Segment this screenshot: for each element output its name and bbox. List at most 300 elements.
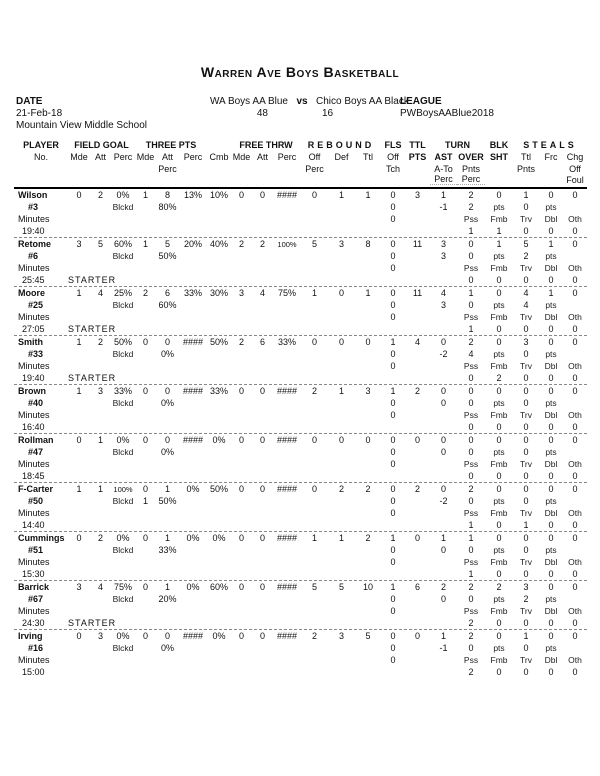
steals-chg: 0 [572, 435, 578, 445]
steal-pts-label: pts [545, 251, 557, 261]
minutes-label: Minutes [18, 557, 50, 567]
turnover-double-label: Dbl [544, 410, 558, 420]
player-stat-line-2 [14, 397, 587, 409]
steals-chg: 0 [572, 288, 578, 298]
turnover-other: 0 [572, 422, 578, 432]
tp-made: 0 [142, 533, 148, 543]
turnover-pnts: 0 [468, 398, 474, 408]
turnover-travel: 1 [523, 520, 529, 530]
steals-frc: 0 [548, 386, 554, 396]
vs-label: vs [296, 96, 308, 107]
player-stat-line-3 [14, 311, 587, 323]
player-number: #3 [28, 202, 39, 212]
fg-att: 2 [97, 533, 103, 543]
reb-def: 1 [338, 533, 344, 543]
turnover-travel: 0 [523, 569, 529, 579]
turnover-fumble: 0 [496, 569, 502, 579]
player-stat-line-2 [14, 446, 587, 458]
assists: 0 [440, 386, 446, 396]
ft-perc: #### [276, 582, 298, 592]
player-stat-line-1 [14, 483, 587, 495]
turnovers: 1 [468, 533, 474, 543]
fg-made: 0 [76, 631, 82, 641]
steals-frc: 0 [548, 435, 554, 445]
turnover-pnts: 0 [468, 251, 474, 261]
fg-made: 1 [76, 484, 82, 494]
tp-att: 5 [164, 239, 170, 249]
turnover-double: 0 [548, 569, 554, 579]
reb-ttl: 2 [365, 533, 371, 543]
reb-off: 0 [311, 435, 317, 445]
total-pts: 0 [414, 631, 420, 641]
assist-to-ratio: -2 [439, 496, 448, 506]
tp-att-perc: 0% [160, 447, 174, 457]
steals-chg: 0 [572, 386, 578, 396]
fouls-tch: 0 [390, 643, 396, 653]
turnover-other-label: Oth [568, 459, 582, 469]
turnover-pass-label: Pss [463, 410, 479, 420]
col-header-steal-chg: Chg [566, 152, 584, 162]
turnover-other: 0 [572, 275, 578, 285]
col-header-free-throw: FREE THRW [239, 139, 293, 150]
date-label: DATE [16, 96, 43, 107]
turnover-double-label: Dbl [544, 459, 558, 469]
assists: 1 [440, 533, 446, 543]
blocked-label: Blckd [112, 349, 134, 359]
turnover-pnts: 0 [468, 545, 474, 555]
ft-att: 2 [259, 239, 265, 249]
assists: 1 [440, 190, 446, 200]
turnover-fumble-label: Fmb [490, 606, 508, 616]
turnover-fumble: 0 [496, 667, 502, 677]
minutes-played: 27:05 [22, 324, 45, 334]
turnover-other: 0 [572, 324, 578, 334]
turnover-pass: 2 [468, 667, 474, 677]
turnover-double-label: Dbl [544, 361, 558, 371]
page-title: Warren Ave Boys Basketball [200, 64, 400, 80]
player-name: Moore [18, 288, 45, 298]
player-block [14, 531, 587, 580]
starter-flag: STARTER [68, 373, 117, 383]
col-header-reb-ttl: Ttl [363, 152, 373, 162]
turnover-pts-label: pts [493, 251, 505, 261]
fouls-tch: 0 [390, 496, 396, 506]
turnover-fumble: 0 [496, 520, 502, 530]
ft-made: 0 [238, 386, 244, 396]
assist-to-ratio: -1 [439, 202, 448, 212]
turnover-travel: 0 [523, 373, 529, 383]
player-number: #47 [28, 447, 44, 457]
col-header-ast: AST [434, 152, 453, 162]
player-stat-line-3 [14, 556, 587, 568]
blocked-label: Blckd [112, 202, 134, 212]
fouls-perc: 0 [390, 606, 396, 616]
turnover-pass-label: Pss [463, 263, 479, 273]
fg-perc: 50% [113, 337, 132, 347]
steal-pnts: 0 [523, 349, 529, 359]
reb-ttl: 0 [365, 337, 371, 347]
assists: 1 [440, 631, 446, 641]
turnover-double: 0 [548, 471, 554, 481]
blocked-shots: 1 [496, 239, 502, 249]
turnover-pts-label: pts [493, 496, 505, 506]
starter-flag: STARTER [68, 324, 117, 334]
col-header-fg-made: Mde [70, 152, 88, 162]
turnovers: 1 [468, 288, 474, 298]
assists: 2 [440, 582, 446, 592]
player-stat-line-1 [14, 287, 587, 299]
minutes-label: Minutes [18, 459, 50, 469]
fg-att: 4 [97, 582, 103, 592]
turnover-pass: 1 [468, 226, 474, 236]
fg-made: 1 [76, 288, 82, 298]
ft-att: 0 [259, 435, 265, 445]
ft-made: 2 [238, 239, 244, 249]
turnover-other: 0 [572, 520, 578, 530]
turnover-pts-label: pts [493, 594, 505, 604]
player-number: #16 [28, 643, 44, 653]
tp-made: 0 [142, 582, 148, 592]
tp-cmb: 0% [212, 533, 226, 543]
reb-off: 5 [311, 582, 317, 592]
col-header-ast-ato: A-To [434, 163, 453, 174]
fg-att: 3 [97, 386, 103, 396]
turnover-other-label: Oth [568, 312, 582, 322]
fouls-perc: 0 [390, 312, 396, 322]
minutes-played: 18:45 [22, 471, 45, 481]
turnover-pass-label: Pss [463, 557, 479, 567]
steals-ttl: 4 [523, 288, 529, 298]
col-header-steals: STEALS [523, 139, 577, 150]
fouls-tch: 0 [390, 594, 396, 604]
col-header-fls-off: Off [387, 152, 399, 162]
reb-ttl: 0 [365, 435, 371, 445]
steals-ttl: 0 [523, 484, 529, 494]
player-number: #50 [28, 496, 44, 506]
player-stat-line-2 [14, 348, 587, 360]
turnover-travel-label: Trv [520, 361, 532, 371]
total-pts: 3 [414, 190, 420, 200]
steals-frc: 0 [548, 190, 554, 200]
turnover-double: 0 [548, 324, 554, 334]
col-header-sht: SHT [490, 152, 508, 162]
steal-pts-label: pts [545, 643, 557, 653]
steal-pts-label: pts [545, 398, 557, 408]
tp-perc: 13% [183, 190, 202, 200]
fg-perc: 60% [113, 239, 132, 249]
turnover-travel-label: Trv [520, 557, 532, 567]
steals-frc: 0 [548, 582, 554, 592]
turnover-other-label: Oth [568, 361, 582, 371]
turnover-pnts: 0 [468, 643, 474, 653]
fg-perc: 75% [113, 582, 132, 592]
steals-frc: 0 [548, 337, 554, 347]
tp-cmb: 60% [209, 582, 228, 592]
fouls-tch: 0 [390, 447, 396, 457]
turnover-fumble-label: Fmb [490, 214, 508, 224]
turnover-other: 0 [572, 618, 578, 628]
player-stat-line-1 [14, 581, 587, 593]
turnover-pass: 2 [468, 618, 474, 628]
tp-att: 0 [164, 337, 170, 347]
turnover-pass: 0 [468, 275, 474, 285]
player-stat-line-4 [14, 617, 587, 629]
turnover-other: 0 [572, 226, 578, 236]
fouls-perc: 0 [390, 459, 396, 469]
ft-perc: #### [276, 386, 298, 396]
fg-made: 0 [76, 533, 82, 543]
reb-ttl: 10 [362, 582, 373, 592]
turnover-other: 0 [572, 373, 578, 383]
fouls-off: 0 [390, 288, 396, 298]
ft-att: 0 [259, 484, 265, 494]
fg-blocked-value: 1 [142, 496, 148, 506]
steals-ttl: 5 [523, 239, 529, 249]
player-name: Brown [18, 386, 46, 396]
tp-perc: #### [182, 386, 204, 396]
col-header-fg-att: Att [94, 152, 106, 162]
tp-made: 1 [142, 239, 148, 249]
turnover-pts-label: pts [493, 643, 505, 653]
blocked-shots: 0 [496, 631, 502, 641]
turnover-travel: 0 [523, 618, 529, 628]
steal-pts-label: pts [545, 202, 557, 212]
fouls-tch: 0 [390, 398, 396, 408]
col-header-pts: PTS [408, 152, 427, 162]
tp-att-perc: 60% [158, 300, 177, 310]
fg-att: 2 [97, 190, 103, 200]
player-stat-line-1 [14, 434, 587, 446]
assists: 3 [440, 239, 446, 249]
reb-off: 5 [311, 239, 317, 249]
turnover-pts-label: pts [493, 349, 505, 359]
player-stat-line-4 [14, 323, 587, 335]
steal-pts-label: pts [545, 447, 557, 457]
steals-chg: 0 [572, 533, 578, 543]
blocked-shots: 2 [496, 582, 502, 592]
fg-made: 1 [76, 337, 82, 347]
ft-perc: 33% [277, 337, 296, 347]
turnover-pnts: 0 [468, 496, 474, 506]
blocked-label: Blckd [112, 594, 134, 604]
total-pts: 0 [414, 533, 420, 543]
turnover-travel-label: Trv [520, 508, 532, 518]
blocked-shots: 0 [496, 435, 502, 445]
fouls-off: 0 [390, 484, 396, 494]
col-header-over: OVER [458, 152, 484, 162]
player-stat-line-2 [14, 250, 587, 262]
blocked-label: Blckd [112, 496, 134, 506]
tp-att: 0 [164, 435, 170, 445]
stats-table [14, 138, 587, 678]
col-header-number: No. [33, 152, 48, 162]
turnover-pnts: 0 [468, 300, 474, 310]
player-name: F-Carter [18, 484, 54, 494]
tp-perc: #### [182, 337, 204, 347]
steal-pnts: 0 [523, 496, 529, 506]
assist-to-ratio: 0 [440, 447, 446, 457]
blocked-shots: 0 [496, 386, 502, 396]
reb-def: 1 [338, 190, 344, 200]
steals-frc: 0 [548, 533, 554, 543]
col-header-over-pnts: Pnts [461, 163, 480, 174]
col-header-over-perc: Perc [457, 174, 485, 185]
tp-made: 0 [142, 631, 148, 641]
assist-to-ratio: 3 [440, 251, 446, 261]
turnover-fumble: 2 [496, 373, 502, 383]
steals-ttl: 3 [523, 337, 529, 347]
fg-perc: 0% [116, 533, 130, 543]
player-stat-line-1 [14, 630, 587, 642]
fg-perc: 100% [113, 484, 133, 494]
tp-att: 1 [164, 484, 170, 494]
turnovers: 2 [468, 190, 474, 200]
steal-pnts: 4 [523, 300, 529, 310]
player-stat-line-1 [14, 238, 587, 250]
tp-made: 0 [142, 337, 148, 347]
tp-att: 1 [164, 582, 170, 592]
turnover-pnts: 0 [468, 447, 474, 457]
tp-att-perc: 20% [158, 594, 177, 604]
tp-cmb: 33% [209, 386, 228, 396]
minutes-label: Minutes [18, 655, 50, 665]
reb-off: 2 [311, 631, 317, 641]
player-stat-line-3 [14, 458, 587, 470]
turnover-travel: 0 [523, 667, 529, 677]
reb-off: 0 [311, 484, 317, 494]
turnover-travel-label: Trv [520, 312, 532, 322]
home-team-score: 48 [256, 108, 268, 119]
turnover-other-label: Oth [568, 606, 582, 616]
fouls-tch: 0 [390, 300, 396, 310]
ft-perc: #### [276, 484, 298, 494]
turnover-double: 0 [548, 275, 554, 285]
fouls-perc: 0 [390, 410, 396, 420]
col-header-reb-def: Def [334, 152, 349, 162]
blocked-shots: 0 [496, 484, 502, 494]
player-number: #25 [28, 300, 44, 310]
tp-made: 0 [142, 386, 148, 396]
player-stat-line-2 [14, 299, 587, 311]
blocked-label: Blckd [112, 300, 134, 310]
turnover-travel-label: Trv [520, 263, 532, 273]
player-block [14, 286, 587, 335]
fg-perc: 0% [116, 631, 130, 641]
tp-cmb: 30% [209, 288, 228, 298]
turnovers: 2 [468, 582, 474, 592]
tp-made: 0 [142, 484, 148, 494]
fouls-perc: 0 [390, 263, 396, 273]
turnover-double-label: Dbl [544, 312, 558, 322]
date-value: 21-Feb-18 [16, 108, 63, 119]
fouls-perc: 0 [390, 655, 396, 665]
turnover-pass: 1 [468, 324, 474, 334]
turnover-fumble: 0 [496, 618, 502, 628]
fouls-tch: 0 [390, 545, 396, 555]
blocked-label: Blckd [112, 447, 134, 457]
fg-perc: 0% [116, 435, 130, 445]
fouls-perc: 0 [390, 361, 396, 371]
player-stat-line-4 [14, 225, 587, 237]
ft-made: 0 [238, 631, 244, 641]
fouls-off: 1 [390, 533, 396, 543]
fg-att: 4 [97, 288, 103, 298]
player-stat-line-4 [14, 470, 587, 482]
ft-att: 0 [259, 631, 265, 641]
player-block [14, 629, 587, 678]
turnover-fumble-label: Fmb [490, 312, 508, 322]
turnover-double-label: Dbl [544, 263, 558, 273]
blocked-label: Blckd [112, 545, 134, 555]
turnover-other: 0 [572, 569, 578, 579]
col-header-total: TTL [409, 139, 426, 150]
reb-off: 2 [311, 386, 317, 396]
fg-made: 3 [76, 582, 82, 592]
col-header-chg-foul: Foul [566, 174, 584, 185]
turnovers: 2 [468, 631, 474, 641]
minutes-played: 16:40 [22, 422, 45, 432]
tp-cmb: 0% [212, 435, 226, 445]
starter-flag: STARTER [68, 618, 117, 628]
steals-frc: 0 [548, 631, 554, 641]
assists: 0 [440, 435, 446, 445]
minutes-label: Minutes [18, 263, 50, 273]
steal-pnts: 0 [523, 447, 529, 457]
steals-ttl: 0 [523, 386, 529, 396]
col-header-block: BLK [489, 139, 509, 150]
player-stat-line-2 [14, 201, 587, 213]
fouls-off: 1 [390, 337, 396, 347]
steals-ttl: 3 [523, 582, 529, 592]
player-number: #67 [28, 594, 44, 604]
total-pts: 6 [414, 582, 420, 592]
col-header-chg-off: Off [569, 163, 581, 174]
turnovers: 0 [468, 239, 474, 249]
steal-pnts: 2 [523, 594, 529, 604]
blocked-shots: 0 [496, 337, 502, 347]
minutes-label: Minutes [18, 361, 50, 371]
player-name: Wilson [18, 190, 48, 200]
player-block [14, 189, 587, 237]
ft-perc: #### [276, 190, 298, 200]
blocked-label: Blckd [112, 251, 134, 261]
ft-att: 4 [259, 288, 265, 298]
tp-perc: #### [182, 631, 204, 641]
col-header-steal-ttl: Ttl [521, 152, 531, 162]
stats-table-header [14, 138, 587, 189]
steal-pnts: 0 [523, 545, 529, 555]
fg-perc: 0% [116, 190, 130, 200]
col-header-tp-made: Mde [136, 152, 155, 162]
turnover-travel: 0 [523, 324, 529, 334]
turnover-pass: 0 [468, 471, 474, 481]
tp-cmb: 50% [209, 484, 228, 494]
league-label: LEAGUE [400, 96, 442, 107]
ft-made: 0 [238, 435, 244, 445]
turnover-travel-label: Trv [520, 606, 532, 616]
reb-def: 3 [338, 631, 344, 641]
player-stat-line-1 [14, 532, 587, 544]
fouls-tch: 0 [390, 349, 396, 359]
player-stat-line-1 [14, 336, 587, 348]
player-stat-line-4 [14, 372, 587, 384]
turnover-other-label: Oth [568, 508, 582, 518]
reb-ttl: 2 [365, 484, 371, 494]
fg-perc: 33% [113, 386, 132, 396]
steal-pnts: 0 [523, 202, 529, 212]
fg-att: 1 [97, 435, 103, 445]
col-header-player: PLAYER [23, 139, 59, 150]
